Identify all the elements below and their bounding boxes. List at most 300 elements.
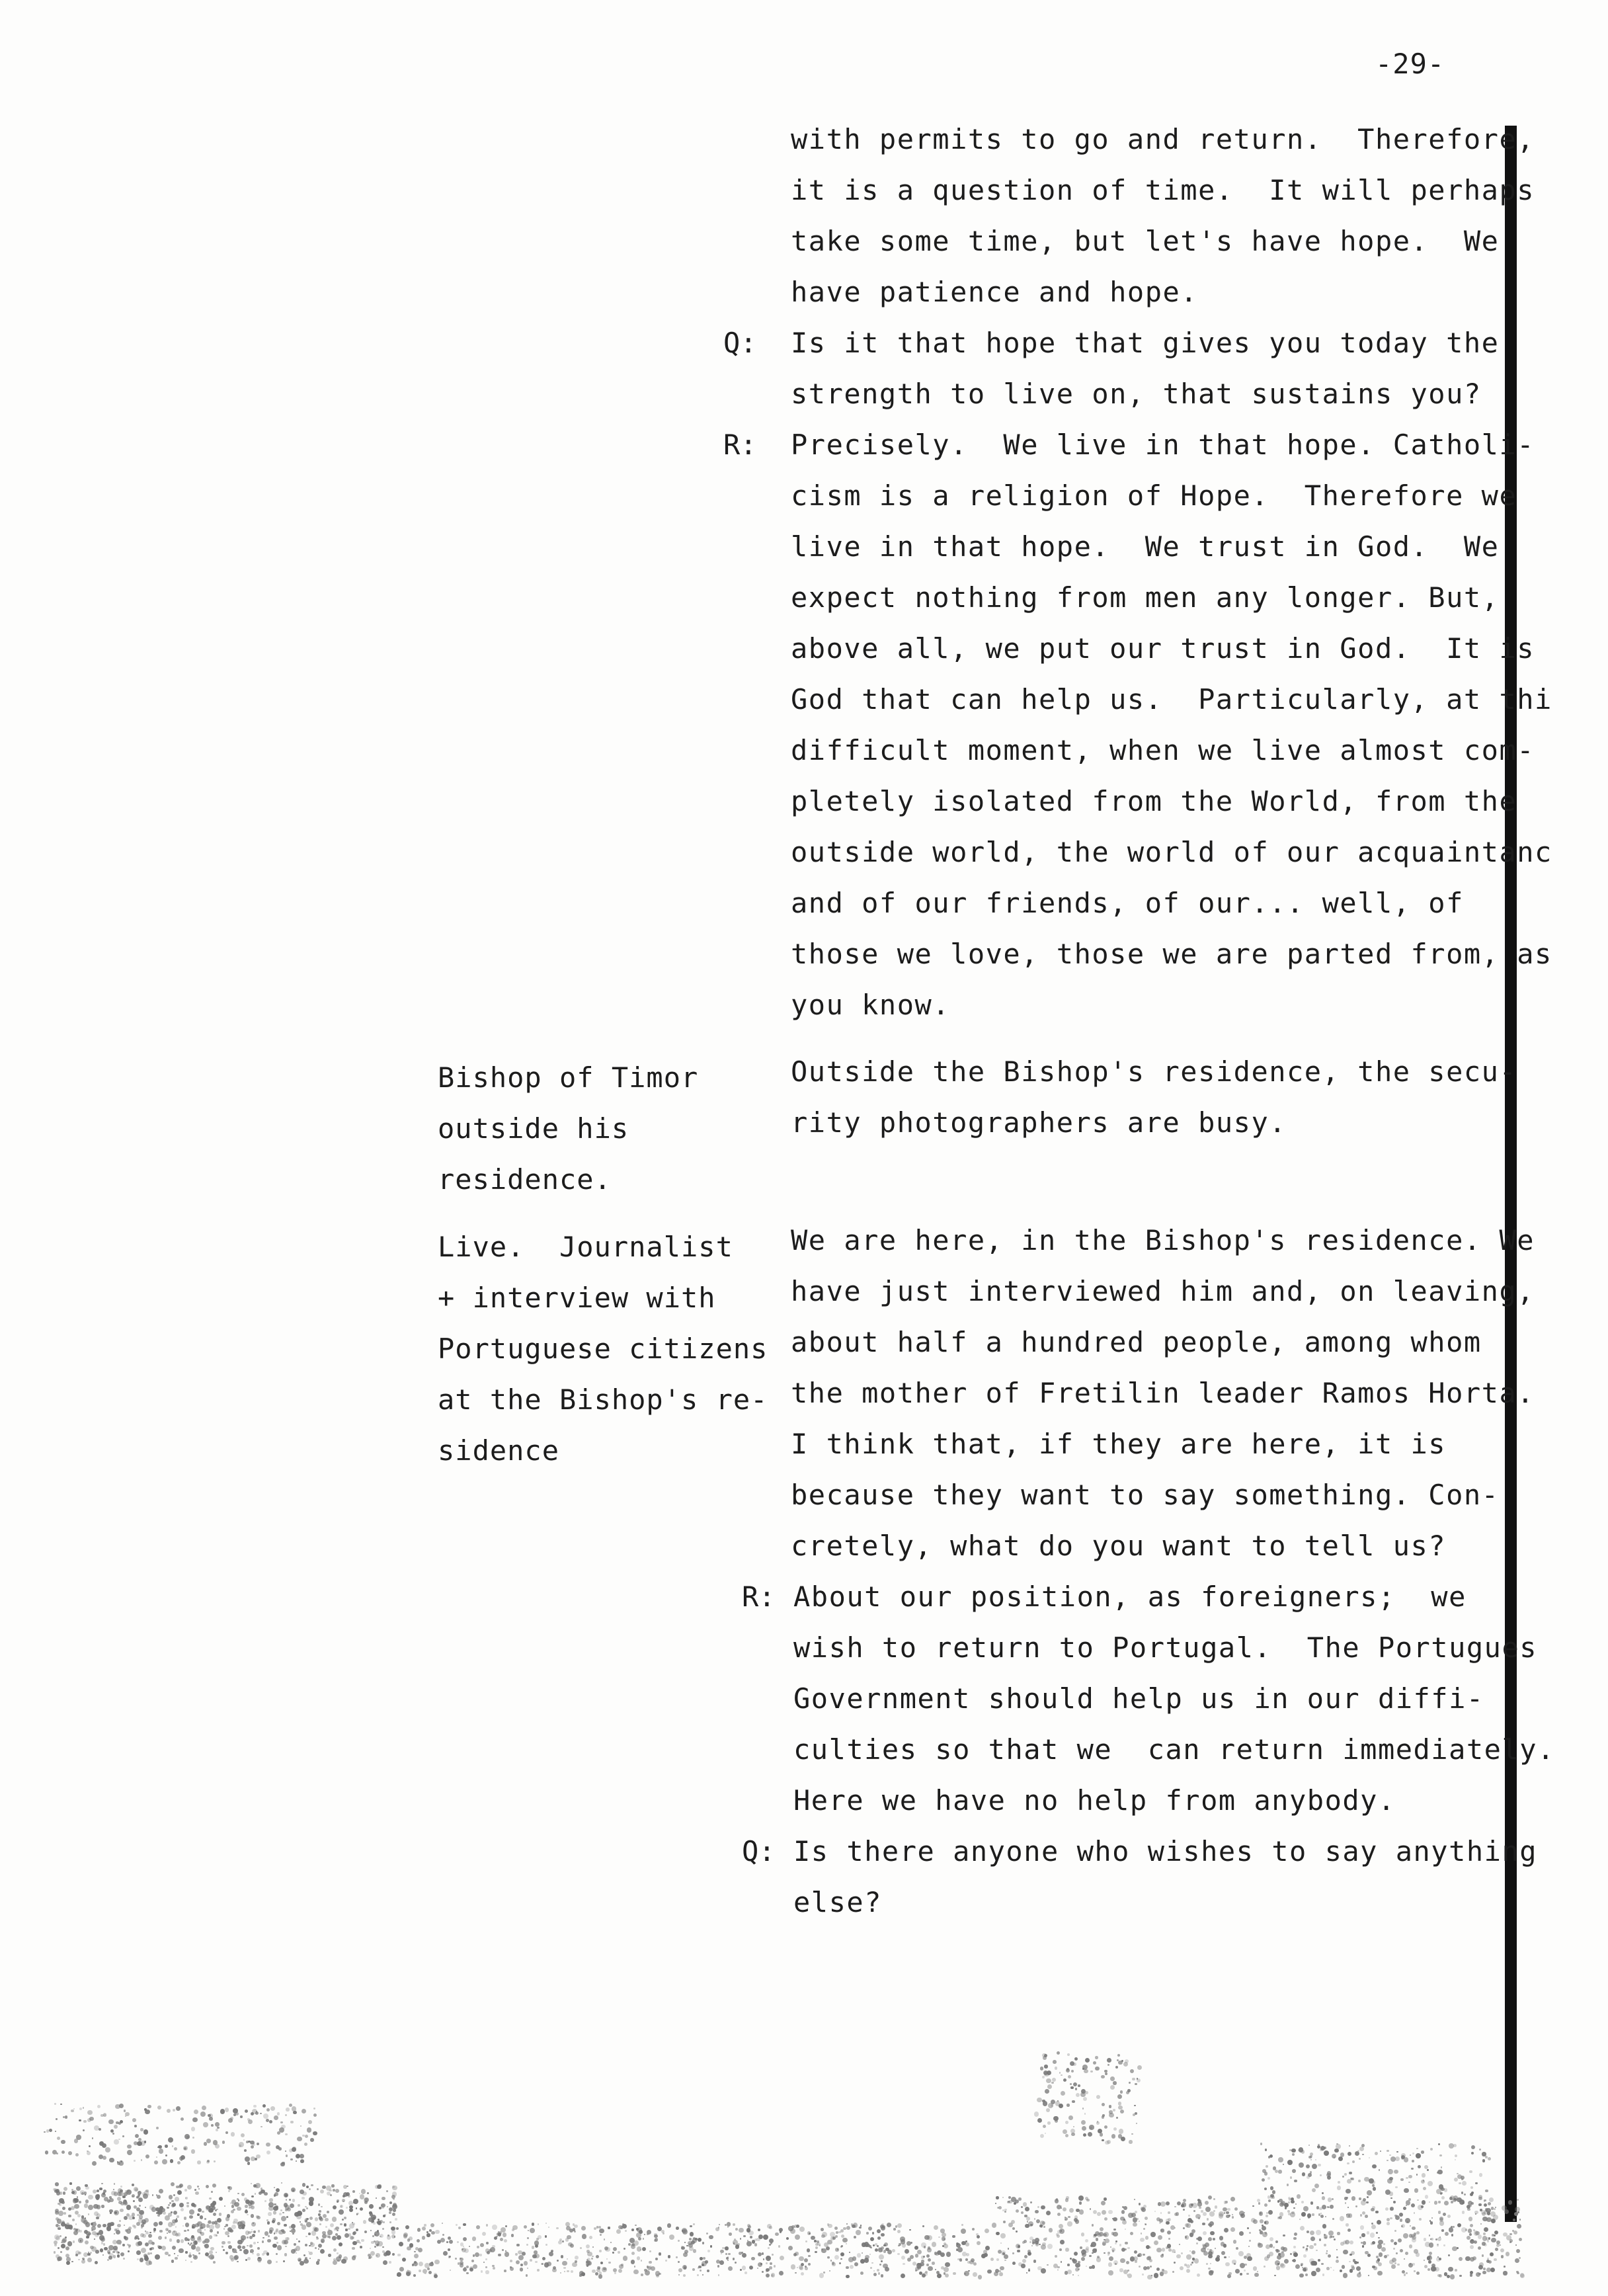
scan-speck — [1065, 2134, 1068, 2137]
scan-speck — [1394, 2215, 1396, 2217]
scan-speck — [149, 2248, 152, 2250]
scan-speck — [972, 2228, 975, 2231]
scan-speck — [1160, 2272, 1164, 2276]
scan-speck — [853, 2223, 858, 2227]
scan-speck — [100, 2248, 103, 2252]
scan-speck — [292, 2147, 296, 2152]
scan-speck — [110, 2212, 112, 2214]
scan-speck — [805, 2240, 807, 2242]
scan-speck — [1457, 2247, 1459, 2249]
scan-speck — [791, 2264, 796, 2270]
scan-speck — [1287, 2184, 1289, 2186]
scan-speck — [378, 2184, 382, 2188]
scan-speck — [1351, 2265, 1353, 2268]
scan-speck — [337, 2260, 339, 2262]
scan-speck — [387, 2206, 388, 2207]
scan-speck — [442, 2223, 443, 2224]
scan-speck — [1302, 2172, 1305, 2176]
scan-speck — [353, 2231, 356, 2234]
scan-speck — [1435, 2238, 1437, 2240]
scan-speck — [296, 2214, 302, 2219]
scan-speck — [1401, 2225, 1403, 2227]
scan-speck — [654, 2233, 657, 2236]
scan-speck — [616, 2229, 621, 2234]
scan-speck — [768, 2247, 770, 2249]
scan-speck — [1424, 2238, 1427, 2241]
scan-speck — [807, 2248, 811, 2252]
scan-speck — [688, 2241, 692, 2245]
scan-speck — [279, 2127, 284, 2133]
scan-speck — [1051, 2104, 1053, 2107]
scan-speck — [946, 2252, 951, 2256]
scan-speck — [279, 2213, 282, 2215]
scan-speck — [204, 2238, 209, 2243]
scan-speck — [1061, 2230, 1062, 2231]
scan-speck — [703, 2257, 705, 2260]
scan-speck — [107, 2199, 110, 2203]
scan-speck — [1071, 2133, 1074, 2136]
scan-speck — [1061, 2074, 1062, 2076]
scan-speck — [1096, 2238, 1099, 2241]
scan-speck — [1026, 2217, 1030, 2221]
scan-speck — [766, 2270, 768, 2272]
scan-speck — [190, 2236, 194, 2240]
scan-speck — [689, 2246, 694, 2251]
scan-speck — [875, 2243, 877, 2246]
scan-speck — [73, 2198, 77, 2203]
scan-speck — [476, 2225, 480, 2229]
scan-speck — [165, 2228, 169, 2231]
scan-speck — [253, 2242, 256, 2244]
scan-speck — [1483, 2268, 1486, 2270]
scan-speck — [587, 2261, 592, 2266]
scan-speck — [877, 2229, 881, 2233]
scan-speck — [973, 2262, 977, 2266]
scan-speck — [91, 2226, 96, 2231]
scan-speck — [214, 2234, 216, 2236]
scan-speck — [422, 2269, 427, 2274]
scan-speck — [629, 2238, 635, 2243]
scan-speck — [220, 2109, 225, 2114]
scan-speck — [142, 2192, 145, 2195]
scan-speck — [83, 2259, 85, 2261]
scan-speck — [904, 2249, 909, 2254]
scan-speck — [469, 2246, 470, 2247]
scan-speck — [213, 2213, 216, 2216]
scan-speck — [310, 2138, 314, 2142]
scan-speck — [71, 2206, 75, 2210]
scan-speck — [1489, 2197, 1494, 2202]
scan-speck — [1075, 2268, 1079, 2272]
scan-speck — [249, 2200, 254, 2205]
scan-speck — [1488, 2157, 1491, 2160]
scan-speck — [276, 2253, 278, 2255]
scan-speck — [1400, 2219, 1402, 2221]
scan-speck — [175, 2219, 178, 2223]
scan-speck — [116, 2240, 121, 2244]
scan-speck — [1227, 2274, 1232, 2279]
scan-speck — [202, 2106, 206, 2110]
scan-speck — [572, 2262, 577, 2268]
scan-speck — [895, 2225, 897, 2227]
scan-speck — [795, 2272, 797, 2274]
scan-speck — [1299, 2162, 1304, 2168]
scan-speck — [1093, 2061, 1096, 2065]
scan-speck — [1340, 2216, 1344, 2221]
scan-speck — [189, 2244, 191, 2246]
scan-speck — [830, 2260, 832, 2261]
scan-speck — [944, 2242, 946, 2245]
scan-speck — [1047, 2121, 1051, 2125]
scan-speck — [515, 2253, 518, 2256]
narration-line: Outside the Bishop's residence, the secu- — [791, 1055, 1517, 1088]
scan-speck — [106, 2226, 111, 2231]
scan-speck — [1336, 2249, 1338, 2250]
scan-speck — [1328, 2207, 1330, 2208]
scan-speck — [243, 2249, 249, 2254]
scan-speck — [424, 2224, 426, 2226]
scan-speck — [1461, 2176, 1465, 2180]
scan-speck — [618, 2225, 623, 2230]
scan-speck — [231, 2199, 237, 2205]
scan-speck — [878, 2247, 881, 2250]
scan-speck — [192, 2224, 196, 2228]
scan-speck — [134, 2236, 138, 2239]
scan-speck — [504, 2239, 507, 2242]
scan-speck — [1221, 2242, 1225, 2246]
scan-speck — [197, 2229, 202, 2233]
scan-speck — [63, 2116, 65, 2118]
scan-speck — [1414, 2212, 1416, 2214]
scan-speck — [175, 2226, 177, 2228]
scan-speck — [308, 2233, 311, 2235]
scan-speck — [1232, 2216, 1234, 2219]
scan-speck — [183, 2146, 188, 2151]
scan-speck — [1465, 2256, 1470, 2261]
scan-speck — [65, 2246, 69, 2250]
scan-speck — [1130, 2232, 1133, 2235]
scan-speck — [695, 2238, 698, 2240]
scan-speck — [1070, 2083, 1072, 2085]
scan-speck — [1399, 2213, 1403, 2217]
scan-speck — [857, 2253, 862, 2258]
scan-speck — [1418, 2165, 1421, 2168]
scan-speck — [1244, 2212, 1245, 2213]
scan-speck — [1092, 2224, 1094, 2227]
scan-speck — [241, 2133, 245, 2137]
scan-speck — [1519, 2257, 1521, 2259]
scan-speck — [492, 2245, 495, 2248]
scan-speck — [1224, 2228, 1228, 2233]
scan-speck — [1127, 2270, 1129, 2272]
scan-speck — [821, 2248, 823, 2250]
scan-speck — [1078, 2268, 1080, 2270]
scan-speck — [992, 2223, 997, 2228]
scan-speck — [244, 2149, 247, 2152]
scan-speck — [165, 2215, 170, 2221]
scan-speck — [1283, 2247, 1287, 2252]
scan-speck — [84, 2203, 89, 2208]
scan-speck — [393, 2198, 395, 2200]
scan-speck — [1301, 2150, 1305, 2153]
scan-speck — [1392, 2258, 1396, 2262]
scan-speck — [62, 2207, 65, 2210]
scan-speck — [194, 2242, 197, 2244]
scan-speck — [291, 2249, 295, 2253]
scan-speck — [97, 2105, 100, 2108]
scan-speck — [86, 2231, 91, 2236]
scan-speck — [536, 2238, 539, 2240]
scan-speck — [1363, 2198, 1366, 2201]
scan-speck — [302, 2109, 306, 2113]
scan-speck — [60, 2192, 63, 2195]
scan-speck — [1351, 2196, 1356, 2201]
scan-speck — [237, 2221, 243, 2227]
scan-speck — [1134, 2199, 1135, 2200]
scan-speck — [255, 2183, 260, 2188]
scan-speck — [479, 2254, 482, 2256]
scan-speck — [1156, 2268, 1160, 2271]
scan-speck — [1189, 2233, 1193, 2236]
narration-line: I think that, if they are here, it is — [791, 1428, 1447, 1460]
scan-speck — [1027, 2252, 1031, 2256]
scan-speck — [184, 2237, 188, 2241]
scan-speck — [739, 2228, 744, 2233]
scan-speck — [54, 2188, 57, 2191]
scan-speck — [1469, 2233, 1472, 2236]
scan-speck — [1444, 2188, 1448, 2192]
scan-speck — [230, 2202, 232, 2204]
scan-speck — [1034, 2112, 1039, 2116]
scan-speck — [1301, 2201, 1304, 2203]
scan-speck — [204, 2229, 206, 2231]
scan-speck — [1179, 2244, 1180, 2245]
scan-speck — [419, 2270, 422, 2273]
scan-speck — [305, 2244, 307, 2246]
scan-speck — [233, 2113, 236, 2116]
scan-speck — [107, 2223, 112, 2227]
scan-speck — [458, 2262, 460, 2264]
scan-speck — [1424, 2260, 1425, 2261]
scan-speck — [249, 2244, 253, 2248]
scan-speck — [684, 2242, 686, 2243]
scan-speck — [107, 2227, 110, 2229]
scan-speck — [296, 2238, 298, 2240]
scan-speck — [334, 2228, 337, 2231]
scan-speck — [1439, 2217, 1444, 2221]
scan-speck — [1329, 2236, 1332, 2238]
scan-speck — [600, 2262, 603, 2264]
scan-speck — [153, 2228, 157, 2231]
scan-speck — [1471, 2152, 1474, 2154]
scan-speck — [292, 2233, 294, 2234]
scan-speck — [195, 2223, 198, 2227]
scan-speck — [118, 2139, 120, 2141]
scan-speck — [185, 2251, 187, 2253]
scan-speck — [118, 2252, 120, 2254]
scan-speck — [258, 2260, 261, 2263]
scan-speck — [251, 2222, 256, 2227]
scan-speck — [192, 2137, 195, 2139]
scan-speck — [56, 2254, 60, 2258]
scan-speck — [1320, 2213, 1322, 2215]
scan-speck — [551, 2251, 553, 2252]
scan-speck — [1061, 2207, 1062, 2209]
scan-speck — [921, 2260, 924, 2263]
scan-speck — [1196, 2242, 1198, 2244]
scan-speck — [676, 2256, 678, 2258]
scan-speck — [1078, 2261, 1080, 2264]
scan-speck — [934, 2225, 938, 2230]
scan-speck — [190, 2242, 192, 2244]
scan-speck — [325, 2218, 329, 2222]
scan-speck — [1267, 2254, 1270, 2258]
scan-speck — [923, 2256, 925, 2258]
scan-speck — [1089, 2255, 1092, 2258]
scan-speck — [1047, 2070, 1051, 2075]
scan-speck — [649, 2250, 651, 2252]
response-line: cism is a religion of Hope. Therefore we — [791, 479, 1517, 512]
scan-speck — [1437, 2172, 1439, 2174]
scan-speck — [1396, 2151, 1398, 2153]
scan-speck — [227, 2214, 231, 2218]
scan-speck — [1042, 2100, 1045, 2102]
scan-speck — [333, 2258, 336, 2261]
scan-speck — [342, 2199, 345, 2202]
scan-speck — [168, 2222, 173, 2227]
scan-speck — [1411, 2234, 1415, 2238]
scan-speck — [1025, 2207, 1029, 2211]
scan-speck — [148, 2240, 153, 2244]
scan-speck — [1016, 2231, 1018, 2233]
scan-speck — [1448, 2267, 1453, 2272]
scan-speck — [101, 2183, 103, 2185]
scan-speck — [481, 2270, 483, 2272]
scan-speck — [860, 2225, 862, 2226]
scan-speck — [1284, 2203, 1289, 2207]
scan-speck — [990, 2258, 994, 2261]
scan-speck — [1081, 2233, 1084, 2236]
scan-speck — [1225, 2201, 1228, 2203]
scan-speck — [1347, 2162, 1349, 2165]
scan-speck — [257, 2216, 261, 2220]
scan-speck — [1350, 2178, 1352, 2180]
response-line: you know. — [791, 989, 951, 1021]
scan-speck — [1115, 2066, 1118, 2069]
scan-speck — [284, 2253, 287, 2256]
scan-speck — [375, 2240, 380, 2245]
scan-speck — [114, 2192, 118, 2196]
scan-speck — [1047, 2084, 1052, 2089]
scan-speck — [1028, 2221, 1033, 2227]
scan-speck — [1387, 2160, 1388, 2161]
scan-speck — [127, 2145, 131, 2149]
scan-speck — [1266, 2244, 1270, 2249]
scan-speck — [1482, 2152, 1486, 2156]
scan-speck — [1018, 2197, 1021, 2200]
scan-speck — [63, 2187, 67, 2191]
scan-speck — [241, 2238, 245, 2242]
scan-speck — [953, 2272, 956, 2276]
scan-speck — [75, 2254, 78, 2256]
scan-speck — [87, 2151, 88, 2152]
scan-speck — [171, 2260, 175, 2263]
scan-speck — [926, 2254, 930, 2258]
scan-speck — [767, 2224, 772, 2229]
scan-speck — [162, 2159, 167, 2164]
scan-speck — [1321, 2263, 1324, 2266]
scan-speck — [1434, 2201, 1438, 2205]
scan-speck — [1486, 2208, 1490, 2213]
scan-speck — [793, 2253, 797, 2256]
scan-speck — [878, 2248, 883, 2252]
scan-speck — [56, 2191, 61, 2195]
scan-speck — [1449, 2197, 1453, 2200]
scan-speck — [840, 2252, 845, 2257]
scan-speck — [693, 2237, 696, 2240]
scan-speck — [613, 2268, 617, 2272]
scan-speck — [208, 2253, 210, 2254]
scan-speck — [1118, 2106, 1122, 2110]
scan-speck — [116, 2228, 119, 2231]
scan-speck — [719, 2260, 724, 2265]
scan-speck — [138, 2218, 143, 2223]
scan-speck — [1097, 2256, 1100, 2258]
scan-speck — [1081, 2250, 1086, 2255]
scan-speck — [1197, 2201, 1202, 2206]
scan-speck — [1500, 2248, 1504, 2252]
scan-speck — [267, 2260, 272, 2264]
scan-speck — [1365, 2251, 1368, 2254]
scan-speck — [235, 2112, 239, 2115]
scan-speck — [229, 2255, 233, 2259]
scan-speck — [1121, 2137, 1125, 2141]
scan-speck — [209, 2206, 211, 2208]
scan-speck — [883, 2264, 888, 2269]
scan-speck — [1372, 2206, 1375, 2209]
scan-speck — [396, 2227, 399, 2230]
scan-speck — [168, 2254, 171, 2257]
scan-speck — [132, 2213, 135, 2216]
scan-speck — [158, 2246, 162, 2250]
scan-speck — [613, 2247, 617, 2251]
scan-speck — [1143, 2228, 1145, 2230]
scan-speck — [1388, 2169, 1393, 2174]
scan-speck — [846, 2243, 847, 2244]
scan-speck — [231, 2225, 236, 2229]
scan-speck — [109, 2196, 111, 2198]
scan-speck — [1373, 2187, 1377, 2191]
scan-speck — [840, 2229, 844, 2233]
scan-speck — [1439, 2236, 1441, 2238]
scan-speck — [1431, 2238, 1433, 2240]
scan-speck — [272, 2220, 275, 2223]
scan-speck — [1319, 2207, 1322, 2211]
scan-speck — [233, 2219, 238, 2223]
scan-speck — [1264, 2221, 1268, 2225]
scan-speck — [1147, 2275, 1152, 2279]
scan-speck — [870, 2237, 874, 2241]
scan-speck — [112, 2133, 114, 2135]
scan-speck — [277, 2222, 280, 2225]
scan-speck — [57, 2257, 60, 2260]
scan-speck — [276, 2145, 280, 2149]
scan-speck — [1122, 2206, 1124, 2208]
scan-speck — [976, 2233, 979, 2236]
scan-speck — [259, 2192, 262, 2195]
scan-speck — [1337, 2232, 1340, 2234]
narration-line: because they want to say something. Con- — [791, 1479, 1500, 1511]
